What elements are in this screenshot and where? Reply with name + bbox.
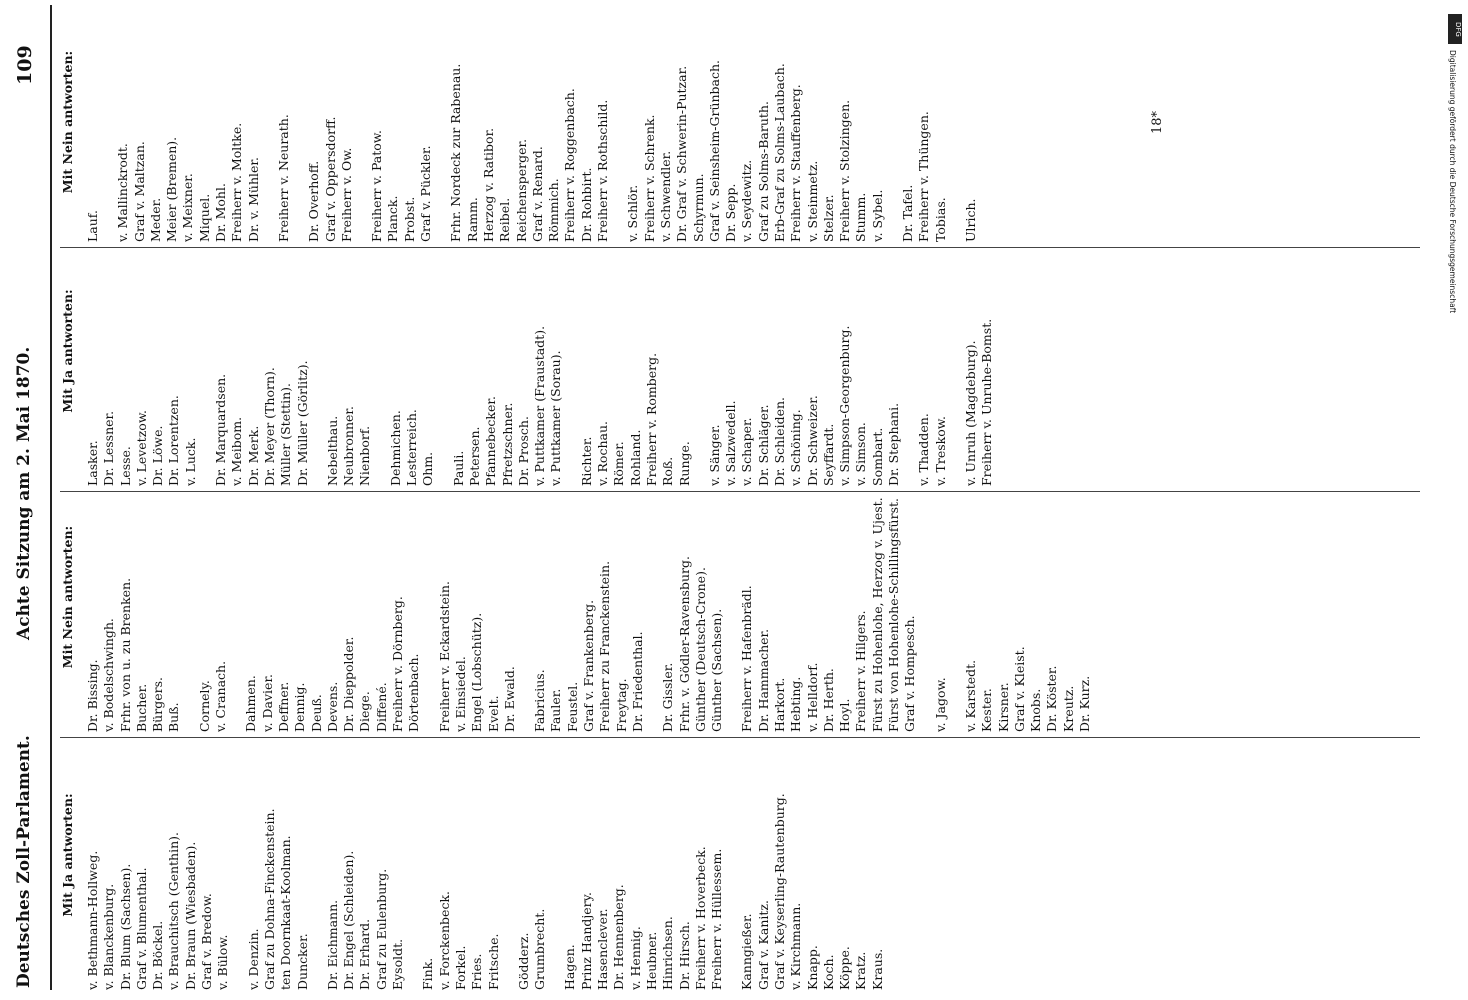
member-name: Dr. Rohbirt.	[578, 167, 594, 242]
member-name: Dr. Böckel.	[150, 920, 166, 990]
member-name: Knapp.	[804, 945, 820, 990]
name-group	[276, 2, 292, 242]
member-name: Graf v. Pückler.	[418, 145, 434, 242]
member-name: Stelzer.	[820, 194, 836, 242]
member-name: Pfretzschner.	[499, 402, 515, 486]
member-name: Graf v. Oppersdorff.	[322, 116, 338, 242]
member-name: Meier (Bremen).	[164, 136, 180, 242]
member-name: Freiherr v. Unruhe-Bomst.	[979, 318, 995, 486]
member-name: Dr. Hirsch.	[676, 921, 692, 990]
member-name: Devens.	[324, 681, 340, 732]
member-name: Fürst von Hohenlohe-Schillingsfürst.	[886, 498, 902, 732]
member-name: Lasker.	[85, 440, 100, 486]
header-publication: Deutsches Zoll-Parlament.	[14, 735, 34, 988]
member-name: Ohm.	[420, 451, 436, 486]
member-name: v. Unruh (Magdeburg).	[962, 340, 978, 486]
member-name: Pfannebecker.	[483, 396, 499, 486]
member-name: v. Einsiedel.	[452, 656, 468, 732]
member-name: Hoyl.	[837, 698, 853, 732]
member-name: Engel (Lobschütz).	[469, 612, 485, 732]
member-name: Dr. Lessner.	[101, 410, 117, 486]
member-name: Freiherr zu Franckenstein.	[597, 560, 613, 732]
name-group	[963, 2, 979, 242]
member-name: Kanngießer.	[739, 913, 755, 990]
member-name: Bucher.	[133, 683, 149, 732]
member-name: Dr. Merk.	[245, 425, 261, 486]
member-name: v. Mallinckrodt.	[115, 143, 131, 242]
column-divider	[60, 737, 1420, 738]
member-name: Dr. Herth.	[820, 668, 836, 732]
name-group	[900, 2, 949, 242]
name-group	[85, 2, 101, 242]
running-header	[8, 0, 48, 1000]
member-name: Deuß.	[308, 694, 324, 732]
member-name: Dr. Hammacher.	[755, 628, 771, 732]
member-name: Fauler.	[548, 688, 564, 732]
member-name: Freiherr v. Stauffenberg.	[788, 84, 804, 242]
member-name: Dahmen.	[243, 675, 259, 732]
name-group	[85, 720, 232, 990]
name-group	[963, 216, 996, 486]
member-name: Graf zu Dohna-Finckenstein.	[261, 808, 277, 990]
member-name: Sombart.	[869, 427, 885, 486]
member-name: v. Kirchmann.	[788, 902, 804, 990]
member-name: Graf v. Blumenthal.	[133, 867, 149, 990]
member-name: ten Doornkaat-Koolman.	[278, 835, 294, 990]
member-name: Dr. Gissler.	[660, 662, 676, 732]
member-name: Dr. Bissing.	[85, 659, 100, 732]
member-name: Planck.	[385, 195, 401, 242]
member-name: Forkel.	[452, 945, 468, 990]
member-name: Diege.	[357, 691, 373, 732]
member-name: Miquel.	[196, 193, 212, 242]
member-name: Kreutz.	[1060, 685, 1076, 732]
member-name: Dr. Meyer (Thorn).	[261, 367, 277, 486]
name-group	[243, 462, 422, 732]
member-name: Freiherr v. Thüngen.	[916, 111, 932, 242]
member-name: Tobias.	[932, 197, 948, 242]
member-name: Lesse.	[117, 446, 133, 486]
member-name: v. Steinmetz.	[804, 160, 820, 242]
member-name: Dr. Löwe.	[150, 425, 166, 486]
column-heading: Mit Ja antworten:	[60, 793, 75, 917]
member-name: Buß.	[166, 702, 182, 732]
name-group	[85, 462, 183, 732]
member-name: Freiherr v. Roggenbach.	[562, 88, 578, 242]
member-name: Graf v. Frankenberg.	[581, 599, 597, 732]
member-name: Neubronner.	[341, 406, 357, 486]
member-name: v. Treskow.	[932, 416, 948, 486]
name-group	[707, 216, 903, 486]
member-name: v. Hennig.	[627, 926, 643, 990]
member-name: Dr. v. Mühler.	[245, 157, 261, 242]
member-name: Dr. Kurz.	[1077, 675, 1093, 732]
member-name: Graf v. Seinsheim-Grünbach.	[706, 59, 722, 242]
member-name: Dr. Schweizer.	[804, 395, 820, 486]
member-name: Graf v. Kanitz.	[755, 900, 771, 990]
member-name: v. Seydewitz.	[739, 159, 755, 242]
member-name: Dr. Lorentzen.	[166, 395, 182, 486]
member-name: Hebting.	[788, 676, 804, 732]
name-group	[306, 2, 355, 242]
member-name: Dr. Erhard.	[357, 918, 373, 990]
name-group	[660, 462, 725, 732]
member-name: Freiherr v. Moltke.	[229, 122, 245, 242]
member-name: Prinz Handjery.	[578, 891, 594, 990]
name-group	[963, 462, 1093, 732]
member-name: Freiherr v. Eckardstein.	[436, 581, 452, 732]
member-name: v. Bethmann-Hollweg.	[85, 850, 100, 990]
member-name: Dr. Tafel.	[900, 184, 916, 242]
member-name: Dr. Schläger.	[755, 404, 771, 486]
member-name: v. Simson.	[853, 422, 869, 486]
column-divider	[60, 247, 1420, 248]
member-name: Bürgers.	[150, 677, 166, 732]
member-name: Graf v. Renard.	[529, 146, 545, 242]
name-group	[197, 462, 230, 732]
member-name: Probst.	[401, 196, 417, 242]
member-name: Römmich.	[546, 178, 562, 242]
member-name: Fabricius.	[532, 669, 548, 732]
member-name: Deffner.	[275, 681, 291, 732]
member-name: v. Brauchitsch (Genthin).	[166, 832, 182, 990]
member-name: Hasenclever.	[595, 908, 611, 990]
member-name: Frhr. von u. zu Brenken.	[117, 577, 133, 732]
member-name: Petersen.	[466, 426, 482, 486]
member-name: Herzog v. Ratibor.	[480, 127, 496, 242]
column-heading: Mit Nein antworten:	[60, 50, 75, 194]
digitization-note: Digitalisierung gefördert durch die Deutsche Forschungsgemeinschaft	[1448, 50, 1457, 314]
name-group	[933, 462, 949, 732]
member-name: v. Luck.	[182, 437, 198, 486]
member-name: Fürst zu Hohenlohe, Herzog v. Ujest.	[869, 497, 885, 732]
member-name: v. Jagow.	[932, 677, 948, 732]
member-name: Dörtenbach.	[406, 653, 422, 732]
member-name: Freiherr v. Stolzingen.	[837, 99, 853, 242]
member-name: Rohland.	[627, 429, 643, 486]
member-name: Graf v. Kleist.	[1011, 646, 1027, 732]
member-name: Dr. Köster.	[1044, 665, 1060, 732]
name-group	[516, 720, 549, 990]
member-name: Dr. Engel (Schleiden).	[341, 850, 357, 990]
digitization-sidebar	[1440, 6, 1468, 994]
member-name: Müller (Stettin).	[278, 383, 294, 486]
member-name: Dr. Eichmann.	[324, 899, 340, 990]
column-nein-1	[60, 462, 1420, 732]
member-name: v. Meixner.	[180, 173, 196, 242]
member-name: Lauf.	[85, 210, 100, 242]
member-name: Graf v. Bredow.	[199, 893, 215, 990]
page-number: 109	[14, 45, 36, 85]
name-group	[532, 462, 646, 732]
member-name: Günther (Sachsen).	[709, 608, 725, 732]
member-name: Pauli.	[450, 450, 466, 486]
member-name: Reibel.	[497, 197, 513, 242]
member-name: Koch.	[820, 954, 836, 990]
member-name: v. Meibom.	[229, 416, 245, 486]
member-name: v. Sybel.	[869, 189, 885, 242]
member-name: Freiherr v. Romberg.	[643, 352, 659, 486]
column-divider	[60, 491, 1420, 492]
member-name: Hinrichsen.	[660, 916, 676, 990]
member-name: Dr. Marquardsen.	[213, 373, 229, 486]
name-group	[85, 216, 199, 486]
member-name: v. Sänger.	[706, 424, 722, 486]
name-group	[448, 2, 611, 242]
member-name: v. Schlör.	[625, 184, 641, 242]
member-name: Graf zu Solms-Baruth.	[755, 101, 771, 242]
member-name: Grumbrecht.	[532, 908, 548, 990]
member-name: v. Cranach.	[213, 660, 229, 732]
member-name: Frhr. Nordeck zur Rabenau.	[448, 63, 464, 242]
member-name: Dr. Prosch.	[515, 416, 531, 486]
member-name: v. Schaper.	[739, 417, 755, 486]
name-group	[325, 216, 374, 486]
member-name: Reichensperger.	[513, 138, 529, 242]
member-name: v. Simpson-Georgenburg.	[837, 325, 853, 486]
member-name: v. Bülow.	[215, 934, 231, 990]
member-name: v. Forckenbeck.	[436, 891, 452, 990]
name-group	[420, 720, 501, 990]
member-name: Freiherr v. Neurath.	[275, 114, 291, 242]
member-name: Dr. Sepp.	[723, 183, 739, 242]
member-name: Frhr. v. Gödler-Ravensburg.	[676, 556, 692, 732]
member-name: Evelt.	[485, 695, 501, 732]
member-name: Graf v. Maltzan.	[131, 141, 147, 242]
member-name: Heubner.	[643, 931, 659, 990]
name-group	[388, 216, 437, 486]
member-name: Freiherr v. Schrenk.	[641, 114, 657, 242]
member-name: Freiherr v. Dörnberg.	[390, 596, 406, 732]
member-name: Dehmichen.	[387, 410, 403, 486]
member-name: Erb-Graf zu Solms-Laubach.	[771, 63, 787, 242]
column-heading: Mit Nein antworten:	[60, 525, 75, 669]
member-name: Nebelthau.	[324, 415, 340, 486]
member-name: Dr. Mohl.	[213, 183, 229, 242]
name-group	[213, 216, 311, 486]
member-name: Freiherr v. Ow.	[338, 147, 354, 242]
member-name: Duncker.	[294, 933, 310, 990]
name-group	[437, 462, 518, 732]
member-name: v. Bodelschwingh.	[101, 618, 117, 732]
signature-mark: 18*	[1150, 110, 1165, 134]
name-group	[625, 2, 886, 242]
member-name: Meder.	[147, 197, 163, 242]
member-name: Dr. Stephani.	[886, 402, 902, 486]
member-name: Freytag.	[613, 678, 629, 732]
member-name: Dr. Graf v. Schwerin-Putzar.	[674, 65, 690, 242]
member-name: v. Puttkamer (Fraustadt).	[532, 325, 548, 486]
member-name: Dr. Ewald.	[501, 666, 517, 732]
member-name: Richter.	[578, 436, 594, 486]
member-name: Dr. Blum (Sachsen).	[117, 863, 133, 990]
member-name: Freiherr v. Hafenbrädl.	[739, 585, 755, 732]
column-nein-2	[60, 2, 1420, 242]
header-session: Achte Sitzung am 2. Mai 1870.	[14, 346, 34, 640]
member-name: Roß.	[660, 456, 676, 486]
member-name: Freiherr v. Patow.	[369, 130, 385, 242]
member-name: Köppe.	[837, 946, 853, 990]
member-name: Lesterreich.	[404, 409, 420, 486]
name-group	[739, 462, 918, 732]
member-name: Dr. Müller (Görlitz).	[294, 360, 310, 486]
member-name: Nienborf.	[357, 425, 373, 486]
member-name: Graf v. Keyserling-Rautenburg.	[771, 793, 787, 990]
member-name: v. Helldorf.	[804, 662, 820, 732]
member-name: Dr. Hennenberg.	[611, 884, 627, 990]
member-name: Runge.	[676, 441, 692, 486]
member-name: Kirsner.	[995, 682, 1011, 732]
member-name: Römer.	[611, 441, 627, 486]
member-name: Günther (Deutsch-Crone).	[692, 567, 708, 732]
member-name: Harkort.	[771, 677, 787, 732]
member-name: Stumm.	[853, 192, 869, 242]
member-name: Ulrich.	[962, 198, 978, 242]
member-name: v. Blanckenburg.	[101, 883, 117, 990]
member-name: Knobs.	[1028, 688, 1044, 732]
member-name: v. Denzin.	[245, 928, 261, 990]
member-name: Dr. Dieppolder.	[341, 636, 357, 732]
member-name: Kraus.	[869, 948, 885, 990]
name-group	[325, 720, 406, 990]
member-name: Seyffardt.	[820, 423, 836, 486]
member-name: Kratz.	[853, 951, 869, 990]
member-name: Ramm.	[464, 197, 480, 242]
dfg-logo: DFG	[1448, 14, 1462, 44]
column-ja-1	[60, 720, 1420, 990]
name-group	[739, 720, 886, 990]
member-name: Freiherr v. Hoverbeck.	[692, 846, 708, 990]
member-name: Cornely.	[196, 680, 212, 732]
member-name: v. Rochau.	[595, 421, 611, 486]
member-name: Graf v. Hompesch.	[902, 615, 918, 732]
name-group	[916, 216, 949, 486]
member-name: Dr. Overhoff.	[306, 160, 322, 242]
member-name: Dr. Friedenthal.	[629, 631, 645, 732]
member-name: Fink.	[420, 957, 436, 990]
member-name: v. Puttkamer (Sorau).	[548, 350, 564, 486]
member-name: v. Davier.	[259, 673, 275, 732]
member-name: Feustel.	[564, 681, 580, 732]
header-rule	[50, 5, 52, 990]
name-group	[115, 2, 262, 242]
member-name: Graf zu Eulenburg.	[373, 868, 389, 990]
name-group	[369, 2, 434, 242]
member-name: Freiherr v. Hilgers.	[853, 610, 869, 732]
member-name: Fries.	[469, 953, 485, 990]
member-name: v. Thadden.	[916, 413, 932, 486]
name-group	[562, 720, 725, 990]
column-ja-2	[60, 216, 1420, 486]
member-name: v. Schwendler.	[657, 150, 673, 242]
member-name: Hagen.	[562, 944, 578, 990]
member-name: Fritsche.	[485, 933, 501, 990]
member-name: Schyrmun.	[690, 173, 706, 242]
member-name: Eysoldt.	[390, 938, 406, 990]
name-group	[246, 720, 311, 990]
member-name: Diffené.	[373, 682, 389, 732]
member-name: Dr. Schleiden.	[771, 396, 787, 486]
member-name: v. Levetzow.	[133, 409, 149, 486]
member-name: Freiherr v. Rothschild.	[595, 99, 611, 242]
name-group	[451, 216, 565, 486]
name-group	[579, 216, 693, 486]
column-heading: Mit Ja antworten:	[60, 289, 75, 413]
member-name: v. Salzwedell.	[723, 400, 739, 486]
member-name: v. Schöning.	[788, 409, 804, 486]
member-name: Dennig.	[292, 682, 308, 732]
member-name: Freiherr v. Hüllessem.	[709, 848, 725, 990]
member-name: Kester.	[979, 688, 995, 732]
member-name: v. Karstedt.	[962, 659, 978, 732]
member-name: Gödderz.	[515, 932, 531, 990]
member-name: Dr. Braun (Wiesbaden).	[182, 841, 198, 990]
